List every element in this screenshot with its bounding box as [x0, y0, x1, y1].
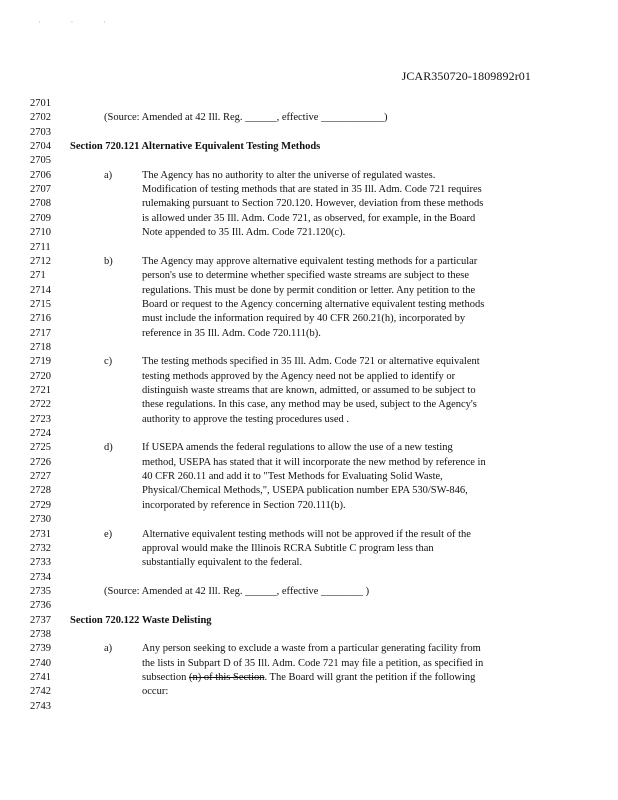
- line-number: 2741: [30, 672, 51, 683]
- document-line: [0, 269, 618, 283]
- line-text: The Agency may approve alternative equivalent testing methods for a particular: [142, 255, 478, 267]
- line-number: 2706: [30, 169, 51, 181]
- line-number: 2714: [30, 284, 51, 296]
- document-line: [0, 298, 618, 312]
- document-line: [0, 355, 618, 369]
- line-text: Any person seeking to exclude a waste from a particular generating facility from: [142, 643, 481, 655]
- line-number: 2726: [30, 456, 51, 468]
- subsection-label: e): [104, 528, 113, 540]
- line-number: 2727: [30, 471, 51, 483]
- document-line: [0, 212, 618, 226]
- document-line: [0, 599, 618, 613]
- document-line: [0, 556, 618, 570]
- line-number: 2708: [30, 198, 51, 210]
- document-line: [0, 284, 618, 298]
- line-number: 2734: [30, 571, 51, 583]
- document-line: [0, 126, 618, 140]
- document-line: [0, 571, 618, 585]
- document-line: [0, 97, 618, 111]
- document-line: [0, 585, 618, 599]
- line-text: must include the information required by 40 CFR 260.21(h), incorporated by: [142, 313, 466, 325]
- line-text-pre: subsection: [142, 672, 189, 683]
- line-number: 2710: [30, 227, 51, 239]
- document-line: [0, 499, 618, 513]
- section-heading: Section 720.121 Alternative Equivalent Testing Methods: [70, 141, 321, 153]
- line-number: 2736: [30, 600, 51, 612]
- line-number: 2712: [30, 255, 51, 267]
- line-text: authority to approve the testing procedures used .: [142, 413, 350, 425]
- line-number: 2730: [30, 514, 51, 526]
- line-text: these regulations. In this case, any method may be used, subject to the Agency's: [142, 399, 477, 411]
- line-number: 2705: [30, 155, 51, 167]
- line-text: distinguish waste streams that are known, admitted, or assumed to be subject to: [142, 385, 476, 396]
- line-number: 2740: [30, 657, 51, 669]
- line-number: 2707: [30, 184, 51, 196]
- line-text: Physical/Chemical Methods,", USEPA publication number EPA 530/SW-846,: [142, 485, 468, 497]
- line-text: Note appended to 35 Ill. Adm. Code 721.120(c).: [142, 227, 346, 239]
- document-line: [0, 312, 618, 326]
- document-line: [0, 384, 618, 398]
- line-number: 2704: [30, 141, 51, 153]
- line-number: 2709: [30, 212, 51, 224]
- document-line: [0, 255, 618, 269]
- line-number: 2724: [30, 428, 51, 440]
- document-line: [0, 111, 618, 125]
- line-number: 2722: [30, 399, 51, 411]
- document-line: [0, 398, 618, 412]
- document-line: [0, 140, 618, 154]
- line-text: (Source: Amended at 42 Ill. Reg. ______, effective ________ ): [104, 585, 370, 597]
- document-line: [0, 513, 618, 527]
- line-text: regulations. This must be done by permit condition or letter. Any petition to the: [142, 284, 476, 296]
- line-text: method, USEPA has stated that it will incorporate the new method by reference in: [142, 456, 486, 468]
- document-line: [0, 642, 618, 656]
- line-text: The testing methods specified in 35 Ill. Adm. Code 721 or alternative equivalent: [142, 356, 480, 368]
- document-line: [0, 700, 618, 714]
- line-number: 2738: [30, 628, 51, 640]
- document-line: [0, 241, 618, 255]
- document-line: [0, 685, 618, 699]
- line-text: (Source: Amended at 42 Ill. Reg. ______, effective ____________): [104, 112, 388, 124]
- line-number: 2735: [30, 585, 51, 597]
- line-text: 40 CFR 260.11 and add it to "Test Methods for Evaluating Solid Waste,: [142, 471, 443, 483]
- subsection-label: a): [104, 169, 113, 181]
- line-number: 2733: [30, 557, 51, 569]
- document-line: [0, 484, 618, 498]
- subsection-label: d): [104, 442, 113, 454]
- document-line: [0, 456, 618, 470]
- line-number: 2721: [30, 385, 51, 396]
- line-number: 2742: [30, 686, 51, 698]
- document-line: [0, 226, 618, 240]
- document-id: JCAR350720-1809892r01: [401, 69, 531, 83]
- document-line: [0, 528, 618, 542]
- document-line: [0, 614, 618, 628]
- line-text: Board or request to the Agency concerning alternative equivalent testing methods: [142, 298, 485, 310]
- document-line: [0, 657, 618, 671]
- subsection-label: b): [104, 255, 113, 267]
- line-text: [142, 671, 475, 685]
- document-line: [0, 197, 618, 211]
- scan-marks: · · ·: [38, 18, 120, 27]
- document-line: [0, 169, 618, 183]
- line-text: person's use to determine whether specified waste streams are subject to these: [142, 270, 469, 282]
- document-line: [0, 427, 618, 441]
- line-text: reference in 35 Ill. Adm. Code 720.111(b).: [142, 327, 321, 339]
- line-number: 2731: [30, 528, 51, 540]
- line-text: Alternative equivalent testing methods will not be approved if the result of the: [142, 528, 471, 540]
- line-text: rulemaking pursuant to Section 720.120. However, deviation from these methods: [142, 198, 484, 210]
- line-number: 2717: [30, 327, 51, 339]
- document-line: [0, 413, 618, 427]
- struck-text: (n) of this Section: [188, 672, 265, 683]
- line-number: 2703: [30, 126, 51, 138]
- document-line: [0, 327, 618, 341]
- line-number: 2720: [30, 370, 51, 382]
- line-number: 2728: [30, 485, 51, 497]
- document-line: [0, 542, 618, 556]
- line-number: 2715: [30, 298, 51, 310]
- line-number: 2716: [30, 313, 51, 325]
- document-line: [0, 470, 618, 484]
- line-text: substantially equivalent to the federal.: [142, 557, 303, 569]
- document-line: [0, 341, 618, 355]
- line-number: 2711: [30, 241, 51, 253]
- line-text: the lists in Subpart D of 35 Ill. Adm. Code 721 may file a petition, as specified in: [142, 657, 484, 669]
- line-text: occur:: [142, 686, 169, 698]
- line-number: 2729: [30, 499, 51, 511]
- line-number: 2739: [30, 643, 51, 655]
- line-text: testing methods approved by the Agency need not be applied to identify or: [142, 370, 456, 382]
- line-text: If USEPA amends the federal regulations to allow the use of a new testing: [142, 442, 453, 454]
- section-heading: Section 720.122 Waste Delisting: [70, 614, 212, 626]
- document-line: [0, 441, 618, 455]
- line-text: is allowed under 35 Ill. Adm. Code 721, as observed, for example, in the Board: [142, 212, 476, 224]
- document-line: [0, 183, 618, 197]
- subsection-label: a): [104, 643, 113, 655]
- document-line: [0, 671, 618, 685]
- line-number: 2718: [30, 341, 51, 353]
- line-text: approval would make the Illinois RCRA Subtitle C program less than: [142, 542, 434, 554]
- line-number: 2732: [30, 542, 51, 554]
- line-number: 2723: [30, 413, 51, 425]
- line-number: 2702: [30, 112, 51, 124]
- document-line: [0, 370, 618, 384]
- line-number: 2725: [30, 442, 51, 454]
- line-text: incorporated by reference in Section 720.111(b).: [142, 499, 346, 511]
- line-text: The Agency has no authority to alter the universe of regulated wastes.: [142, 169, 436, 181]
- line-number: 271: [30, 270, 46, 282]
- line-text-post: . The Board will grant the petition if the following: [264, 672, 476, 683]
- document-line: [0, 628, 618, 642]
- document-line: [0, 154, 618, 168]
- line-number: 2719: [30, 356, 51, 368]
- line-number: 2743: [30, 700, 51, 712]
- line-number: 2701: [30, 98, 51, 109]
- subsection-label: c): [104, 356, 113, 368]
- line-number: 2737: [30, 614, 51, 626]
- line-text: Modification of testing methods that are stated in 35 Ill. Adm. Code 721 requires: [142, 184, 482, 196]
